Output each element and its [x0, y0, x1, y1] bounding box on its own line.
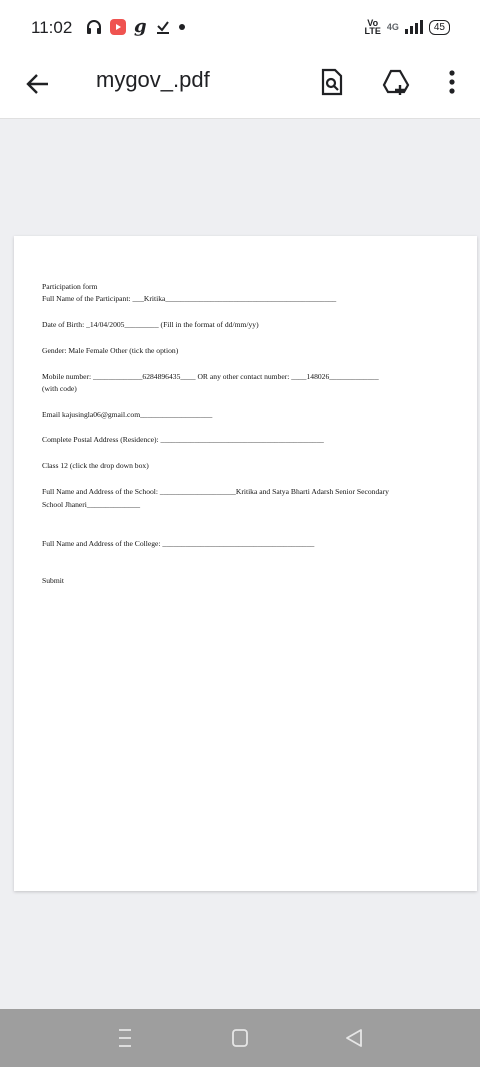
- document-viewer[interactable]: [0, 119, 480, 1009]
- battery-icon: [429, 20, 450, 35]
- g-app-icon: g: [134, 16, 147, 37]
- form-heading: Participation form: [42, 282, 98, 291]
- signal-icon: [405, 20, 423, 34]
- triangle-back-icon: [341, 1026, 367, 1050]
- headphones-icon: [86, 19, 102, 35]
- gender-field: Gender: Male Female Other (tick the option): [42, 346, 179, 355]
- menu-lines-icon: [112, 1026, 138, 1050]
- battery-level: 45: [433, 21, 445, 33]
- email-field: Email kajusingla06@gmail.com___________________: [42, 410, 213, 419]
- square-home-icon: [227, 1026, 253, 1050]
- download-done-icon: [155, 19, 171, 35]
- notification-icons: [86, 16, 185, 37]
- document-title: mygov_.pdf: [96, 67, 210, 92]
- add-to-drive-button[interactable]: [380, 66, 412, 98]
- home-button[interactable]: [227, 1026, 253, 1050]
- more-notifications-dot-icon: [179, 24, 185, 30]
- recent-apps-button[interactable]: [112, 1026, 138, 1050]
- date-of-birth-field: Date of Birth: _14/04/2005_________ (Fill in the format of dd/mm/yy): [42, 320, 259, 329]
- more-vertical-icon: [436, 66, 468, 98]
- pdf-page: [14, 236, 477, 891]
- status-time: 11:02: [31, 18, 73, 37]
- postal-address-field: Complete Postal Address (Residence): ___________________________________________: [42, 435, 324, 444]
- find-in-document-button[interactable]: [315, 66, 347, 98]
- document-search-icon: [315, 66, 347, 98]
- app-notification-icon: [110, 19, 126, 35]
- more-options-button[interactable]: [436, 66, 468, 98]
- class-field: Class 12 (click the drop down box): [42, 461, 149, 470]
- back-nav-button[interactable]: [341, 1026, 367, 1050]
- school-field: Full Name and Address of the School: ____________________Kritika and Satya Bharti Adarsh Senior Secondary: [42, 487, 389, 496]
- school-field-continued: School Jhaneri______________: [42, 500, 141, 509]
- college-field: Full Name and Address of the College: ________________________________________: [42, 539, 315, 548]
- app-bar: [0, 58, 480, 119]
- participant-name-field: Full Name of the Participant: ___Kritika_____________________________________________: [42, 294, 337, 303]
- status-bar: [0, 0, 480, 58]
- network-type: 4G: [386, 22, 399, 32]
- system-icons: [365, 19, 450, 35]
- arrow-left-icon: [22, 68, 54, 100]
- volte-icon: Vo LTE: [364, 18, 381, 36]
- submit-label: Submit: [42, 576, 64, 585]
- navigation-bar: [0, 1009, 480, 1067]
- drive-add-icon: [380, 66, 412, 98]
- back-button[interactable]: [22, 68, 54, 100]
- mobile-number-field: Mobile number: _____________6284896435____ OR any other contact number: ____148026_____________: [42, 372, 379, 381]
- mobile-code-note: (with code): [42, 384, 77, 393]
